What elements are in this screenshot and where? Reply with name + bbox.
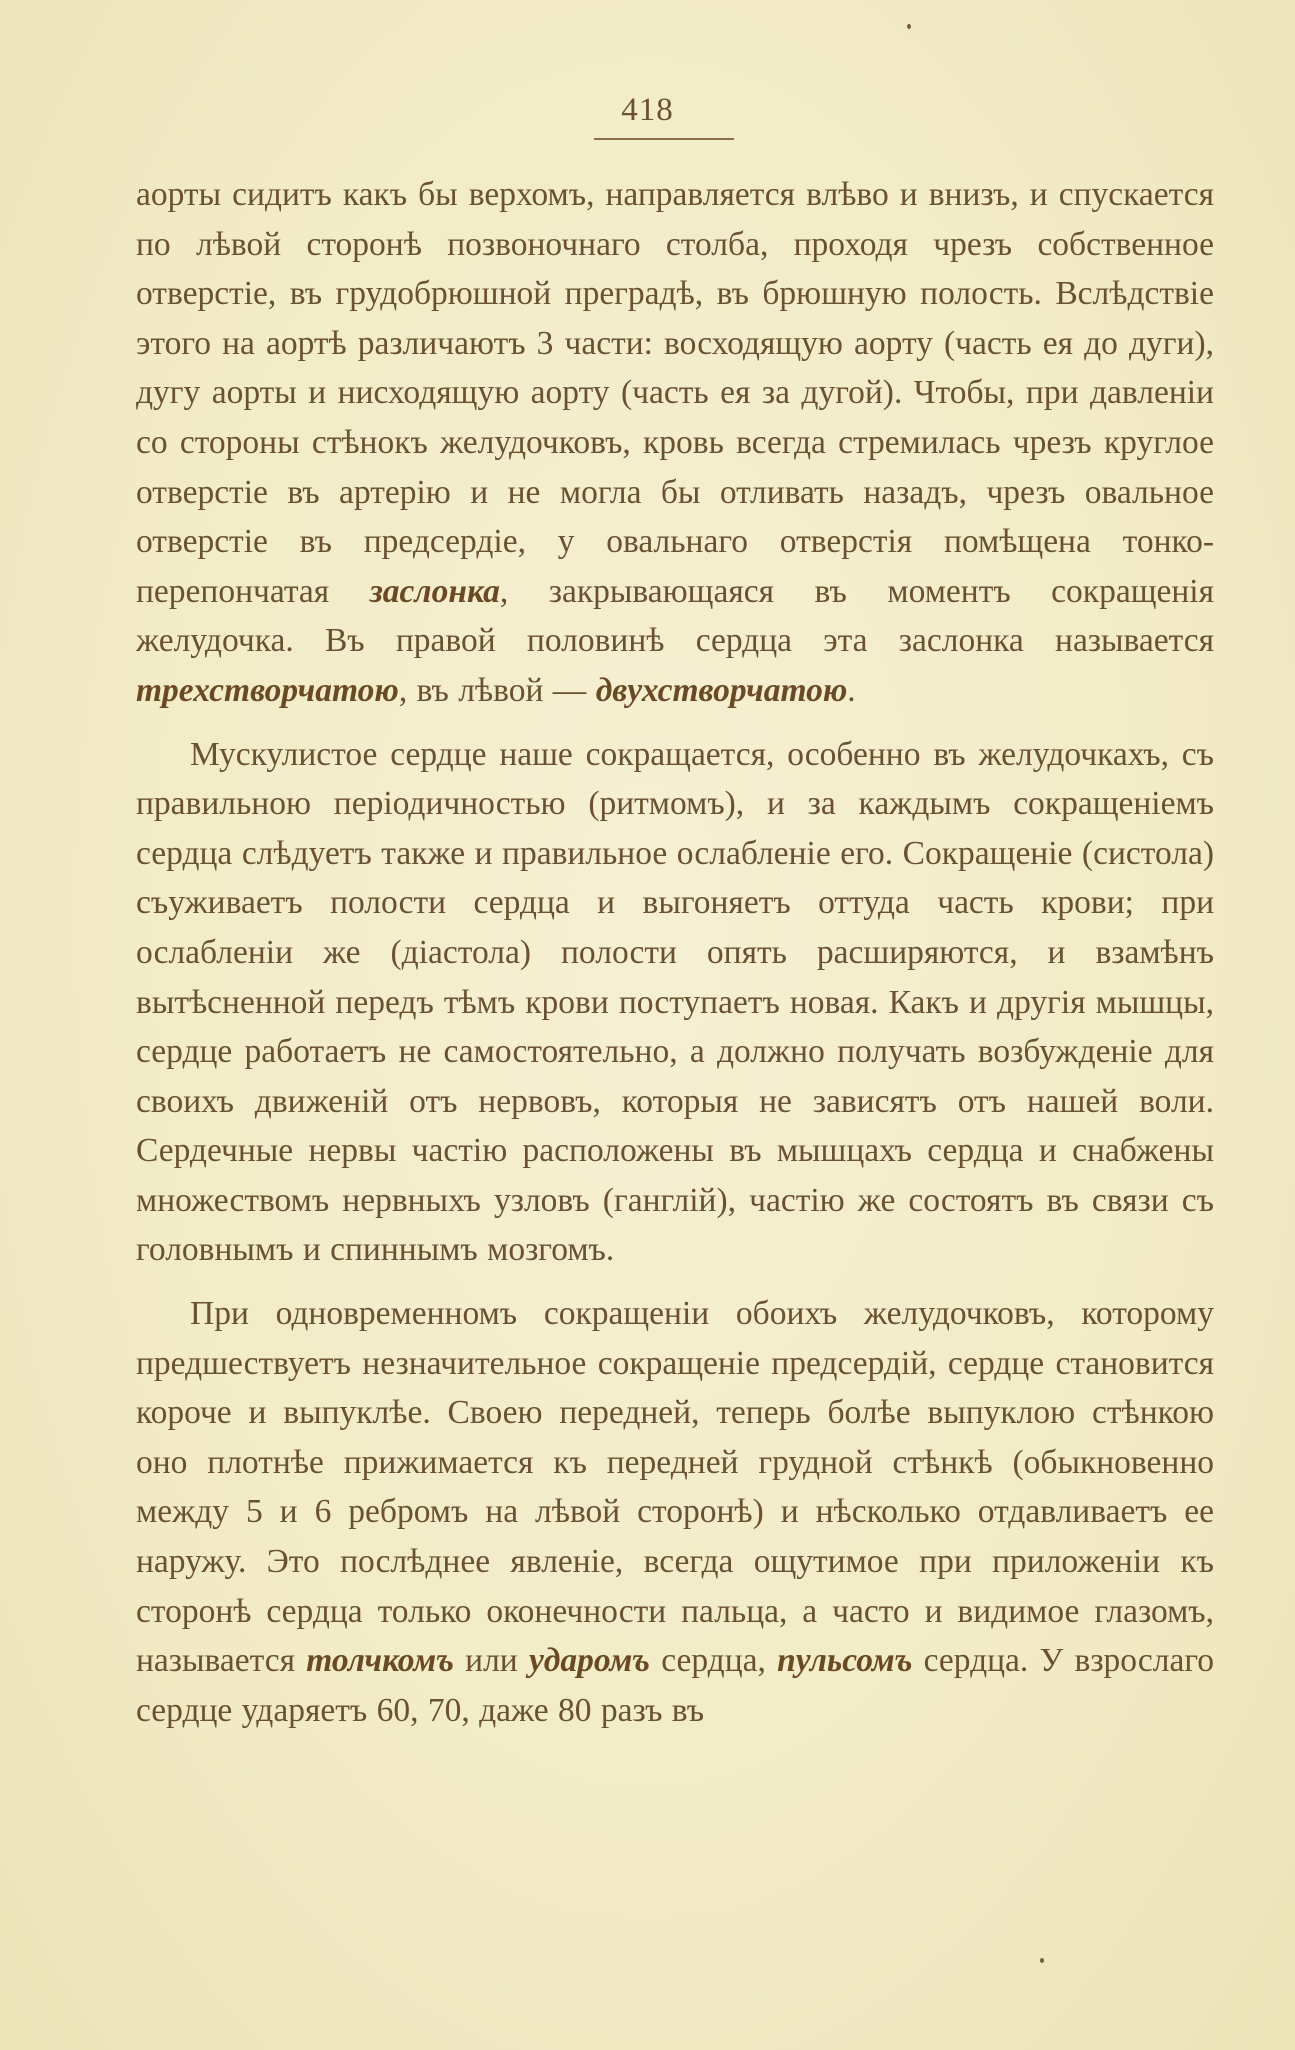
page-number: 418	[621, 92, 674, 128]
emphasized-term: ударомъ	[528, 1642, 650, 1680]
text-run: , въ лѣвой —	[398, 671, 596, 709]
emphasized-term: трехстворчатою	[136, 671, 399, 709]
ink-speck	[907, 24, 911, 29]
text-run: При одновременномъ сокращеніи обоихъ желудочковъ, которому предшествуетъ незначительное сокращеніе предсердій, сердце становится короче и выпуклѣе. Своею передней, теперь болѣе выпуклою стѣнкою оно плотнѣе прижимается къ передней грудной стѣнкѣ (обыкновенно между 5 и 6 ребромъ на лѣвой сторонѣ) и нѣсколько отдавливаетъ ее наружу. Это послѣднее явленіе, всегда ощутимое при приложеніи къ сторонѣ сердца только оконечности пальца, а часто и видимое глазомъ, называется	[136, 1295, 1214, 1680]
text-run: , закрывающаяся въ моментъ сокращенія желудочка. Въ правой половинѣ сердца эта заслонка называется	[136, 572, 1215, 660]
emphasized-term: заслонка	[369, 572, 500, 610]
paragraph-heartbeat	[136, 1289, 1214, 1735]
text-run: .	[847, 671, 856, 709]
text-run: Мускулистое сердце наше сокращается, особенно въ желудочкахъ, съ правильною періодичностью (ритмомъ), и за каждымъ сокращеніемъ сердца слѣдуетъ также и правильное ослабленіе его. Сокращеніе (систола) съуживаетъ полости сердца и выгоняетъ оттуда часть крови; при ослабленіи же (діастола) полости опять расширяются, и взамѣнъ вытѣсненной передъ тѣмъ крови поступаетъ новая. Какъ и другія мышцы, сердце работаетъ не самостоятельно, а должно получать возбужденіе для своихъ движеній отъ нервовъ, которыя не зависятъ отъ нашей воли. Сердечные нервы частію расположены въ мышцахъ сердца и снабжены множествомъ нервныхъ узловъ (ганглій), частію же состоятъ въ связи съ головнымъ и спиннымъ мозгомъ.	[136, 735, 1214, 1269]
emphasized-term: двухстворчатою	[595, 671, 848, 709]
header-rule	[594, 138, 734, 140]
paragraph-aorta	[136, 170, 1214, 716]
emphasized-term: толчкомъ	[306, 1642, 454, 1680]
ink-speck	[1040, 1958, 1044, 1963]
page-body	[136, 170, 1214, 1735]
text-run: или	[453, 1642, 529, 1680]
emphasized-term: пульсомъ	[777, 1642, 913, 1680]
paragraph-heart-rhythm	[136, 730, 1214, 1276]
text-run: сердца,	[649, 1642, 778, 1680]
text-run: аорты сидитъ какъ бы верхомъ, направляется влѣво и внизъ, и спускается по лѣвой сторонѣ позвоночнаго столба, проходя чрезъ собственное отверстіе, въ грудобрюшной преградѣ, въ брюшную полость. Вслѣдствіе этого на аортѣ различаютъ 3 части: восходящую аорту (часть ея до дуги), дугу аорты и нисходящую аорту (часть ея за дугой). Чтобы, при давленіи со стороны стѣнокъ желудочковъ, кровь всегда стремилась чрезъ круглое отверстіе въ артерію и не могла бы отливать назадъ, чрезъ овальное отверстіе въ предсердіе, у овальнаго отверстія помѣщена тонко-перепончатая	[136, 176, 1214, 610]
text-run: сердца. У взрослаго сердце ударяетъ 60, 70, даже 80 разъ въ	[136, 1642, 1215, 1729]
